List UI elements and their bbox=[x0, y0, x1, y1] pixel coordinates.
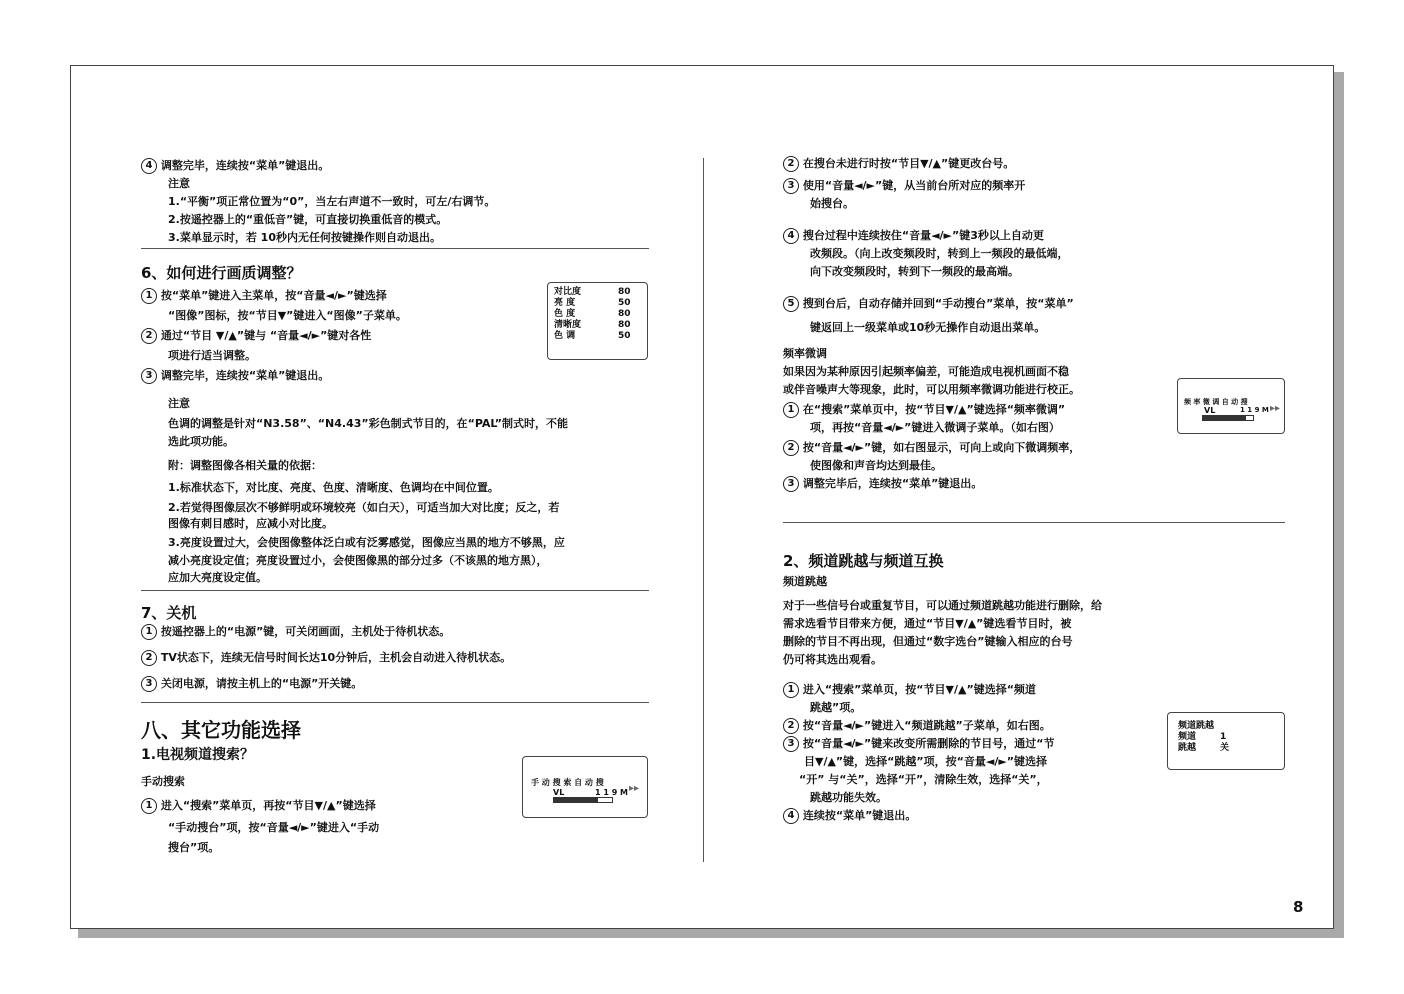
step-number-2: 2 bbox=[783, 156, 799, 172]
fine-tune-step1-cont: 项，再按“音量◄/►”键进入微调子菜单。（如右图） bbox=[810, 421, 1060, 434]
search-step4-cont-1: 改频段。（向上改变频段时，转到上一频段的最低端， bbox=[810, 247, 1069, 260]
step-number-2: 2 bbox=[783, 718, 799, 734]
note-line-3: 3.菜单显示时，若 10秒内无任何按键操作则自动退出。 bbox=[168, 231, 441, 244]
fine-tune-step1: 1 在“搜索”菜单页中，按“节目▼/▲”键选择“频率微调” bbox=[783, 400, 1065, 419]
picture-step2: 2 通过“节目 ▼/▲”键与 “音量◄/►”键对各性 bbox=[141, 326, 371, 345]
manual-page bbox=[70, 65, 1334, 929]
fine-tune-step3: 3 调整完毕后，连续按“菜单”键退出。 bbox=[783, 474, 982, 493]
osd-level-fill bbox=[1203, 416, 1246, 420]
picture-ref-2: 2.若觉得图像层次不够鲜明或环境较亮（如白天），可适当加大对比度；反之，若 bbox=[168, 501, 560, 514]
picture-note-a: 色调的调整是针对“N3.58”、“N4.43”彩色制式节目的，在“PAL”制式时，不能 bbox=[168, 417, 569, 430]
skip-intro-c: 删除的节目不再出现，但通过“数字选台”键输入相应的台号 bbox=[783, 635, 1073, 648]
picture-ref-3: 图像有刺目感时，应减小对比度。 bbox=[168, 517, 333, 530]
search-step5: 5 搜到台后，自动存储并回到“手动搜台”菜单，按“菜单” bbox=[783, 294, 1074, 313]
step-number-3: 3 bbox=[141, 676, 157, 692]
divider bbox=[141, 590, 649, 591]
osd-top-label: 频 率 微 调 自 动 搜 bbox=[1184, 398, 1248, 406]
osd-level-bar bbox=[1202, 415, 1254, 421]
step-number-3: 3 bbox=[141, 368, 157, 384]
step-number-4: 4 bbox=[783, 228, 799, 244]
picture-step3: 3 调整完毕，连续按“菜单”键退出。 bbox=[141, 366, 329, 385]
step-number-1: 1 bbox=[141, 798, 157, 814]
picture-ref-6: 应加大亮度设定值。 bbox=[168, 571, 267, 584]
picture-step1: 1 按“菜单”键进入主菜单，按“音量◄/►”键选择 bbox=[141, 286, 387, 305]
osd-arrows-icon: ▸▸ bbox=[1270, 403, 1281, 414]
step-number-4: 4 bbox=[141, 158, 157, 174]
left-step4: 4 调整完毕，连续按“菜单”键退出。 bbox=[141, 156, 329, 175]
step-number-4: 4 bbox=[783, 808, 799, 824]
picture-ref-title: 附：调整图像各相关量的依据： bbox=[168, 459, 322, 472]
power-step2: 2 TV状态下，连续无信号时间长达10分钟后，主机会自动进入待机状态。 bbox=[141, 648, 511, 667]
picture-ref-5: 减小亮度设定值；亮度设置过小，会使图像黑的部分过多（不该黑的地方黑）， bbox=[168, 554, 548, 567]
osd-row: 亮 度 50 bbox=[554, 298, 631, 308]
search-step3-cont: 始搜台。 bbox=[810, 197, 854, 210]
skip-subtitle: 频道跳越 bbox=[783, 575, 827, 588]
skip-step1: 1 进入“搜索”菜单页，按“节目▼/▲”键选择“频道 bbox=[783, 680, 1036, 699]
picture-note-title: 注意 bbox=[168, 397, 190, 410]
manual-step1: 1 进入“搜索”菜单页，再按“节目▼/▲”键选择 bbox=[141, 796, 376, 815]
divider bbox=[141, 702, 649, 703]
step-number-2: 2 bbox=[141, 328, 157, 344]
channel-skip-osd bbox=[1167, 712, 1285, 770]
divider bbox=[783, 522, 1285, 523]
fine-tune-title: 频率微调 bbox=[783, 347, 827, 360]
skip-step3-cont-3: 跳越功能失效。 bbox=[810, 791, 887, 804]
search-step3: 3 使用“音量◄/►”键，从当前台所对应的频率开 bbox=[783, 176, 1025, 195]
osd-arrows-icon: ▸▸ bbox=[629, 783, 640, 794]
step-number-3: 3 bbox=[783, 476, 799, 492]
step-number-1: 1 bbox=[141, 288, 157, 304]
osd-band: VL bbox=[1204, 406, 1216, 415]
page-number: 8 bbox=[1293, 898, 1304, 916]
step-number-3: 3 bbox=[783, 736, 799, 752]
osd-row: 对比度 80 bbox=[554, 287, 631, 297]
osd-level-bar bbox=[553, 797, 613, 803]
skip-step3-cont-1: 目▼/▲”键，选择“跳越”项，按“音量◄/►”键选择 bbox=[804, 755, 1048, 768]
search-step2: 2 在搜台未进行时按“节目▼/▲”键更改台号。 bbox=[783, 154, 1014, 173]
search-step4: 4 搜台过程中连续按住“音量◄/►”键3秒以上自动更 bbox=[783, 226, 1044, 245]
power-section-title: 7、关机 bbox=[141, 604, 197, 622]
osd-row: 跳越 关 bbox=[1178, 743, 1230, 753]
osd-row: 色 调 50 bbox=[554, 331, 631, 341]
step-number-2: 2 bbox=[783, 440, 799, 456]
osd-level-fill bbox=[554, 798, 598, 802]
manual-step1-cont-1: “手动搜台”项，按“音量◄/►”键进入“手动 bbox=[168, 821, 380, 834]
skip-step3: 3 按“音量◄/►”键来改变所需删除的节目号，通过“节 bbox=[783, 734, 1054, 753]
manual-search-title: 手动搜索 bbox=[141, 775, 185, 788]
picture-section-title: 6、如何进行画质调整？ bbox=[141, 264, 302, 282]
divider bbox=[141, 248, 649, 249]
step-number-5: 5 bbox=[783, 296, 799, 312]
manual-search-osd bbox=[522, 756, 648, 818]
fine-tune-step2-cont: 使图像和声音均达到最佳。 bbox=[810, 459, 942, 472]
osd-frequency: 1 1 9 M bbox=[1240, 406, 1269, 414]
manual-step1-cont-2: 搜台”项。 bbox=[168, 841, 220, 854]
search-step4-cont-2: 向下改变频段时，转到下一频段的最高端。 bbox=[810, 265, 1019, 278]
osd-frequency: 1 1 9 M bbox=[595, 788, 629, 797]
note-line-2: 2.按遥控器上的“重低音”键，可直接切换重低音的模式。 bbox=[168, 213, 448, 226]
power-step3: 3 关闭电源，请按主机上的“电源”开关键。 bbox=[141, 674, 362, 693]
column-divider bbox=[703, 158, 704, 862]
chapter-title: 八、其它功能选择 bbox=[141, 718, 301, 742]
skip-intro-a: 对于一些信号台或重复节目，可以通过频道跳越功能进行删除，给 bbox=[783, 599, 1102, 612]
fine-tune-osd bbox=[1177, 378, 1285, 434]
search-step5-cont: 键返回上一级菜单或10秒无操作自动退出菜单。 bbox=[810, 321, 1046, 334]
note-line-1: 1.“平衡”项正常位置为“0”，当左右声道不一致时，可左/右调节。 bbox=[168, 195, 496, 208]
step-number-1: 1 bbox=[783, 402, 799, 418]
picture-ref-4: 3.亮度设置过大，会使图像整体泛白或有泛雾感觉，图像应当黑的地方不够黑，应 bbox=[168, 536, 565, 549]
step-number-3: 3 bbox=[783, 178, 799, 194]
note-title: 注意 bbox=[168, 177, 190, 190]
skip-section-title: 2、频道跳越与频道互换 bbox=[783, 552, 944, 570]
fine-tune-step2: 2 按“音量◄/►”键，如右图显示，可向上或向下微调频率， bbox=[783, 438, 1080, 457]
picture-step2-cont: 项进行适当调整。 bbox=[168, 349, 256, 362]
fine-tune-intro-b: 或伴音噪声大等现象，此时，可以用频率微调功能进行校正。 bbox=[783, 383, 1080, 396]
skip-intro-d: 仍可将其选出观看。 bbox=[783, 653, 882, 666]
osd-row: 频道 1 bbox=[1178, 732, 1227, 742]
picture-ref-1: 1.标准状态下，对比度、亮度、色度、清晰度、色调均在中间位置。 bbox=[168, 481, 499, 494]
skip-step1-cont: 跳越”项。 bbox=[810, 701, 862, 714]
picture-note-b: 选此项功能。 bbox=[168, 435, 234, 448]
osd-band: VL bbox=[553, 788, 565, 797]
osd-top-label: 手 动 搜 索 自 动 搜 bbox=[531, 778, 604, 787]
chapter-subtitle: 1.电视频道搜索？ bbox=[141, 747, 255, 763]
skip-step3-cont-2: “开” 与“关”，选择“开”，清除生效，选择“关”， bbox=[799, 773, 1048, 786]
skip-step2: 2 按“音量◄/►”键进入“频道跳越”子菜单，如右图。 bbox=[783, 716, 1051, 735]
step-number-1: 1 bbox=[141, 624, 157, 640]
osd-row: 清晰度 80 bbox=[554, 320, 631, 330]
osd-row: 色 度 80 bbox=[554, 309, 631, 319]
power-step1: 1 按遥控器上的“电源”键，可关闭画面，主机处于待机状态。 bbox=[141, 622, 450, 641]
step-number-1: 1 bbox=[783, 682, 799, 698]
osd-title: 频道跳越 bbox=[1178, 721, 1215, 731]
skip-intro-b: 需求选看节目带来方便，通过“节目▼/▲”键选看节目时，被 bbox=[783, 617, 1072, 630]
skip-step4: 4 连续按“菜单”键退出。 bbox=[783, 806, 916, 825]
fine-tune-intro-a: 如果因为某种原因引起频率偏差，可能造成电视机画面不稳 bbox=[783, 365, 1069, 378]
step-number-2: 2 bbox=[141, 650, 157, 666]
picture-step1-cont: “图像”图标，按“节目▼”键进入“图像”子菜单。 bbox=[168, 309, 407, 322]
picture-osd-menu bbox=[547, 282, 648, 360]
